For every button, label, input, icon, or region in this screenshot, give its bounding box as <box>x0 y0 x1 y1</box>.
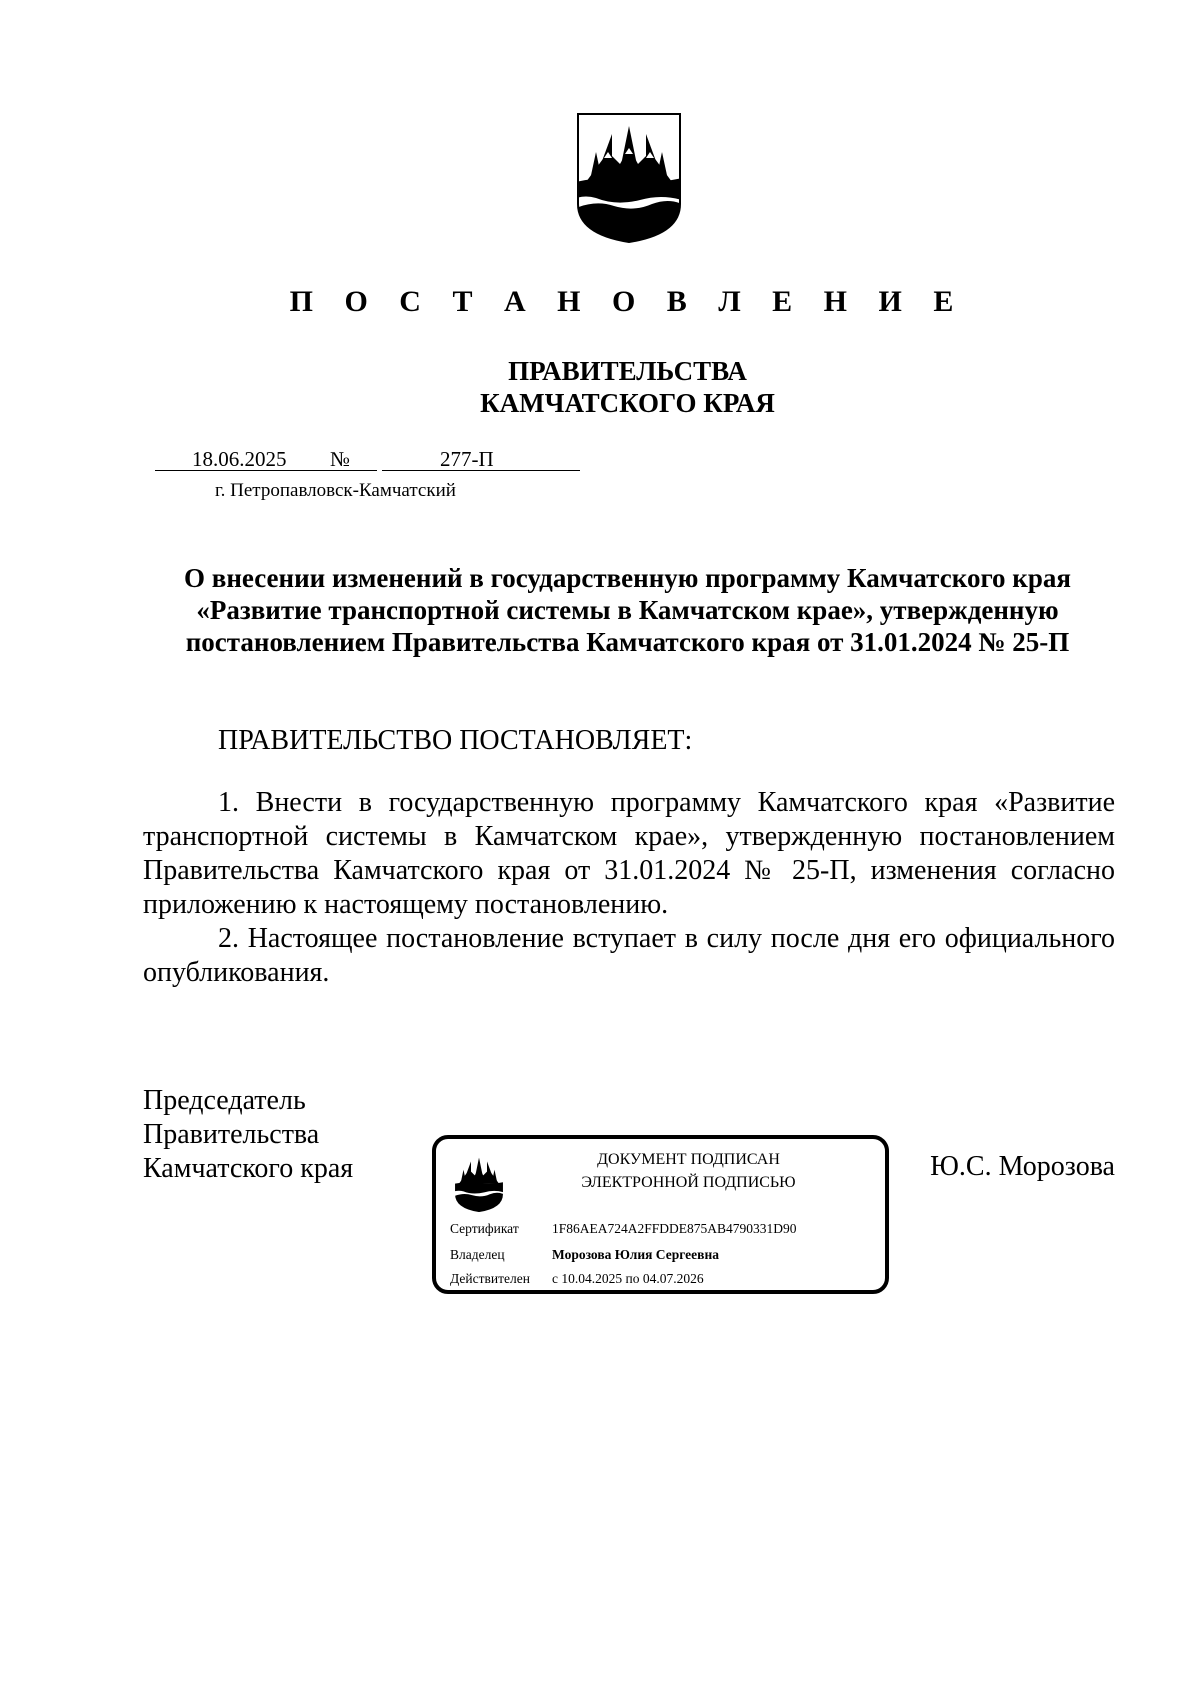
subject-line: О внесении изменений в государственную программу Камчатского края <box>184 563 1071 593</box>
subject-line: «Развитие транспортной системы в Камчатском крае», утвержденную <box>196 595 1059 625</box>
issuer-line-1: ПРАВИТЕЛЬСТВА <box>508 356 747 386</box>
stamp-header-line-2: ЭЛЕКТРОННОЙ ПОДПИСЬЮ <box>581 1174 796 1191</box>
valid-value: с 10.04.2025 по 04.07.2026 <box>552 1271 704 1286</box>
coat-of-arms-icon <box>576 112 682 244</box>
document-type-heading: П О С Т А Н О В Л Е Н И Е <box>289 285 966 318</box>
electronic-signature-stamp <box>432 1135 889 1294</box>
document-city: г. Петропавловск-Камчатский <box>215 480 456 501</box>
issuer-line-2: КАМЧАТСКОГО КРАЯ <box>480 388 775 418</box>
decree-statement: ПРАВИТЕЛЬСТВО ПОСТАНОВЛЯЕТ: <box>218 725 693 756</box>
document-body <box>143 786 1115 990</box>
valid-label: Действителен <box>450 1271 530 1286</box>
subject-line: постановлением Правительства Камчатского края от 31.01.2024 № 25-П <box>185 627 1070 657</box>
document-date: 18.06.2025 <box>192 447 287 471</box>
stamp-header-line-1: ДОКУМЕНТ ПОДПИСАН <box>597 1151 780 1168</box>
certificate-value: 1F86AEA724A2FFDDE875AB4790331D90 <box>552 1221 797 1236</box>
signer-title <box>143 1084 353 1186</box>
paragraph-2: 2. Настоящее постановление вступает в силу после дня его официального опубликования. <box>143 923 1115 988</box>
stamp-validity-row <box>450 1269 704 1289</box>
signer-title-line: Камчатского края <box>143 1153 354 1184</box>
document-subject <box>120 562 1135 658</box>
coat-of-arms-icon <box>454 1151 504 1213</box>
owner-label: Владелец <box>450 1247 505 1262</box>
owner-value: Морозова Юлия Сергеевна <box>552 1247 719 1262</box>
signer-title-line: Правительства <box>143 1119 320 1150</box>
number-sign: № <box>330 447 351 471</box>
signer-name: Ю.С. Морозова <box>930 1151 1115 1182</box>
stamp-owner-row <box>450 1245 719 1265</box>
paragraph-1: 1. Внести в государственную программу Камчатского края «Развитие транспортной системы в Камчатском крае», утвержденную постановлением Правительства Камчатского края от 31.01.2024 № 25-П, изменения согласно приложению к настоящему постановлению. <box>143 787 1115 920</box>
stamp-certificate-row <box>450 1219 797 1239</box>
signer-title-line: Председатель <box>143 1085 306 1116</box>
certificate-label: Сертификат <box>450 1221 519 1236</box>
document-number: 277-П <box>440 447 494 471</box>
